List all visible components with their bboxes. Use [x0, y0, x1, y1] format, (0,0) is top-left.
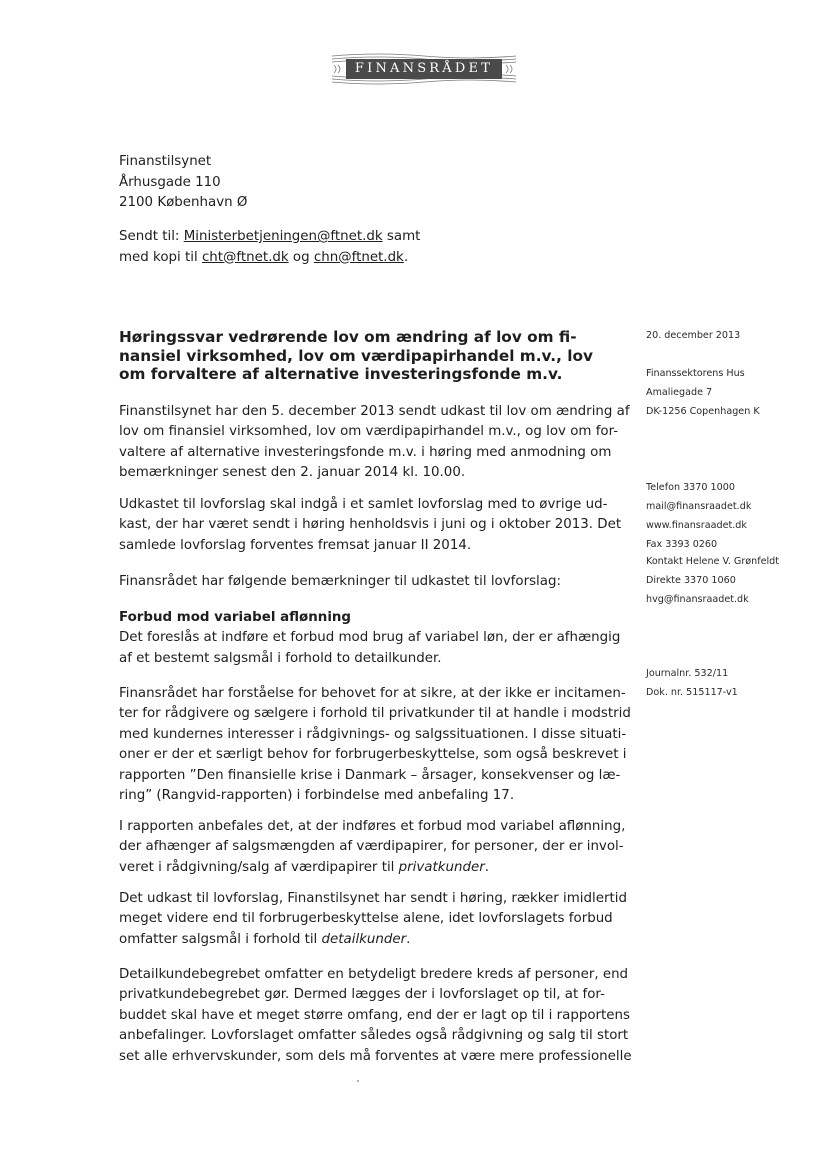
text-line: rapporten ”Den finansielle krise i Danmark – årsager, konsekvenser og læ- [119, 767, 621, 783]
sidebar-refs [646, 665, 738, 703]
sidebar-line: Fax 3393 0260 [646, 538, 718, 550]
text-run: veret i rådgivning/salg af værdipapirer til [119, 859, 399, 875]
title-line: om forvaltere af alternative investeringsfonde m.v. [119, 365, 563, 383]
sidebar-date [646, 327, 740, 346]
text-run: . [406, 931, 411, 947]
cc-line [119, 248, 420, 269]
sidebar-web [646, 498, 751, 536]
paragraph-1 [119, 402, 630, 484]
text-run: . [484, 859, 489, 875]
sidebar-contact-email[interactable]: hvg@finansraadet.dk [646, 593, 749, 605]
text-line: ring” (Rangvid-rapporten) i forbindelse med anbefaling 17. [119, 788, 515, 804]
sidebar-line: Direkte 3370 1060 [646, 574, 736, 586]
text-line: samlede lovforslag forventes fremsat januar II 2014. [119, 537, 472, 553]
sidebar-address [646, 365, 760, 422]
email-link-cc1[interactable]: cht@ftnet.dk [201, 249, 289, 265]
text-line: set alle erhvervskunder, som dels må forventes at være mere professionelle [119, 1048, 632, 1064]
sidebar-line: DK-1256 Copenhagen K [646, 405, 760, 417]
text-line: med kundernes interesser i rådgivnings- og salgssituationen. I disse situati- [119, 726, 627, 742]
paragraph-8 [119, 965, 632, 1067]
document-title [119, 328, 599, 384]
sent-to-label: Sendt til: [119, 229, 184, 244]
paragraph-7 [119, 889, 627, 950]
text-line: Detailkundebegrebet omfatter en betydeligt bredere kreds af personer, end [119, 967, 629, 982]
paragraph-2 [119, 495, 622, 556]
text-line: I rapporten anbefales det, at der indføres et forbud mod variabel aflønning, [119, 819, 626, 834]
paragraph-6 [119, 817, 626, 878]
text-line: Udkastet til lovforslag skal indgå i et samlet lovforslag med to øvrige ud- [119, 497, 608, 512]
sidebar-line: Telefon 3370 1000 [646, 481, 735, 493]
text-line: Det foreslås at indføre et forbud mod brug af variabel løn, der er afhængig [119, 630, 621, 646]
text-line: anbefalinger. Lovforslaget omfatter således også rådgivning og salg til stort [119, 1028, 629, 1044]
title-line: Høringssvar vedrørende lov om ændring af lov om fi- [119, 328, 577, 346]
letter-date: 20. december 2013 [646, 330, 741, 341]
recipient-line: 2100 København Ø [119, 195, 248, 210]
emphasis-privatkunder: privatkunder [398, 859, 485, 875]
text-line: der afhænger af salgsmængden af værdipapirer, for personer, der er invol- [119, 839, 624, 855]
recipient-line: Finanstilsynet [119, 154, 212, 169]
text-line: Det udkast til lovforslag, Finanstilsynet har sendt i høring, rækker imidlertid [119, 891, 627, 906]
text-line [119, 858, 609, 878]
cc-end: . [403, 249, 409, 265]
sidebar-line: Journalnr. 532/11 [646, 668, 729, 679]
title-line: nansiel virksomhed, lov om værdipapirhandel m.v., lov [119, 346, 593, 365]
emphasis-detailkunder: detailkunder [321, 931, 407, 947]
sidebar-line: Finanssektorens Hus [646, 368, 745, 379]
text-line: kast, der har været sendt i høring henholdsvis i juni og i oktober 2013. Det [119, 517, 622, 533]
paragraph-3 [119, 572, 609, 592]
sent-to-line [119, 227, 420, 248]
text-line: ter for rådgivere og sælgere i forhold til privatkunder til at handle i modstrid [119, 706, 631, 722]
text-line: meget videre end til forbrugerbeskyttelse alene, idet lovforslagets forbud [119, 911, 613, 927]
text-line [119, 930, 609, 950]
text-run: omfatter salgsmål i forhold til [119, 931, 322, 947]
cc-label: med kopi til [119, 249, 202, 265]
text-line: Finanstilsynet har den 5. december 2013 sendt udkast til lov om ændring af [119, 404, 630, 419]
text-line: Finansrådet har følgende bemærkninger til udkastet til lovforslag: [119, 574, 561, 589]
section-heading: Forbud mod variabel aflønning [119, 610, 352, 625]
cc-conj: og [288, 249, 314, 265]
email-link-main[interactable]: Ministerbetjeningen@ftnet.dk [183, 229, 383, 244]
section-variable-pay [119, 608, 621, 669]
sidebar-email-link[interactable]: mail@finansraadet.dk [646, 501, 752, 512]
recipient-address [119, 152, 247, 214]
email-link-cc2[interactable]: chn@ftnet.dk [313, 249, 404, 265]
text-line: oner er der et særligt behov for forbrugerbeskyttelse, som også beskrevet i [119, 747, 627, 763]
finansraadet-logo [330, 52, 518, 86]
scan-speck [357, 1080, 359, 1082]
sidebar-line: Kontakt Helene V. Grønfeldt [646, 556, 780, 567]
sidebar-line: Amaliegade 7 [646, 386, 713, 398]
text-line: privatkundebegrebet gør. Dermed lægges der i lovforslaget op til, at for- [119, 987, 605, 1003]
sent-to-block [119, 227, 420, 268]
text-line: lov om finansiel virksomhed, lov om værdipapirhandel m.v., og lov om for- [119, 424, 619, 440]
text-line: af et bestemt salgsmål i forhold to detailkunder. [119, 650, 442, 666]
text-line: Finansrådet har forståelse for behovet for at sikre, at der ikke er incitamen- [119, 686, 626, 701]
text-line: valtere af alternative investeringsfonde m.v. i høring med anmodning om [119, 444, 612, 460]
paragraph-5 [119, 684, 631, 806]
text-line: buddet skal have et meget større omfang, end der er lagt op til i rapportens [119, 1007, 630, 1023]
sent-to-text: samt [382, 229, 421, 244]
logo-wordmark: FINANSRÅDET [346, 59, 502, 79]
sidebar-contact [646, 553, 779, 610]
text-line: bemærkninger senest den 2. januar 2014 kl. 10.00. [119, 465, 466, 481]
sidebar-web-link[interactable]: www.finansraadet.dk [646, 519, 747, 531]
recipient-line: Århusgade 110 [119, 174, 221, 190]
sidebar-line: Dok. nr. 515117-v1 [646, 686, 738, 698]
